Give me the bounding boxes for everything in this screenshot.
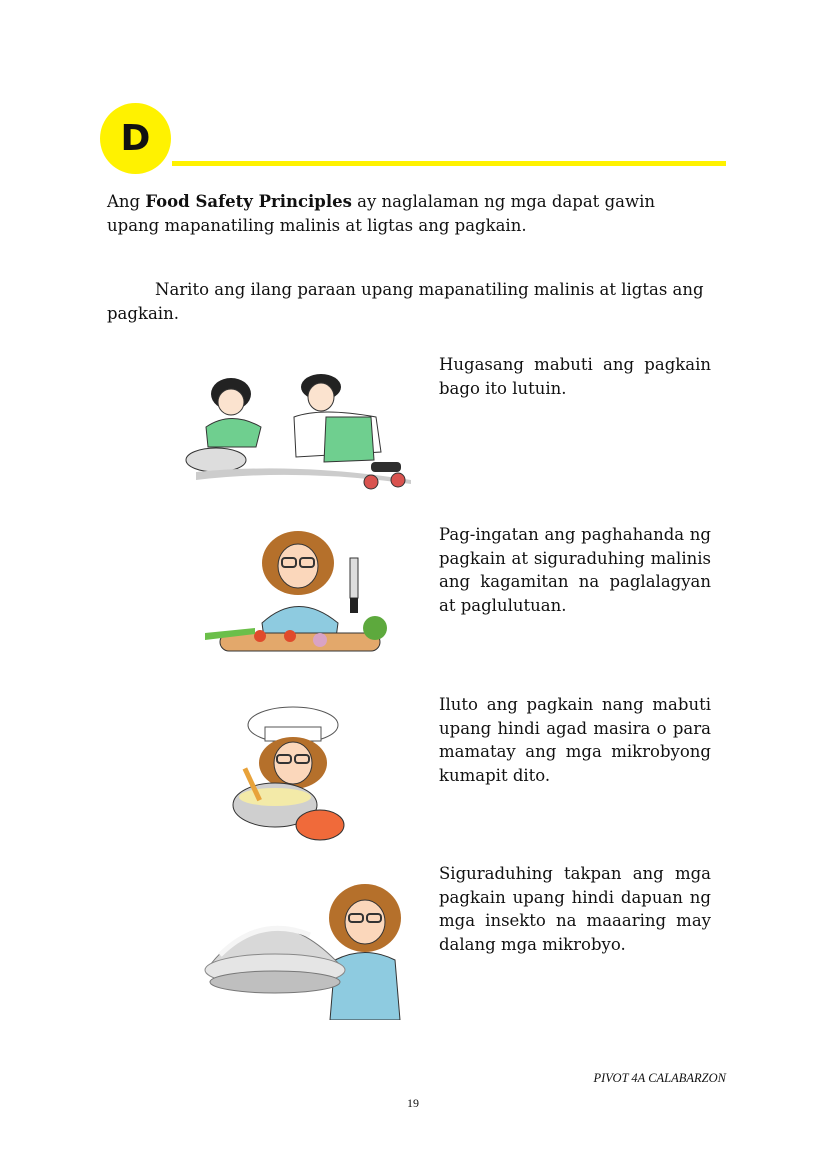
intro-suffix: ay naglalaman ng mga dapat gawin upang mapanatiling malinis at ligtas ang pagkain. bbox=[107, 192, 655, 235]
footer-label: PIVOT 4A CALABARZON bbox=[593, 1071, 726, 1085]
chef-with-knife-illustration bbox=[200, 528, 400, 660]
section-letter: D bbox=[120, 118, 151, 159]
intro-prefix: Ang bbox=[107, 192, 146, 211]
section-badge bbox=[100, 103, 171, 174]
item-3-text: Iluto ang pagkain nang mabuti upang hindi agad masira o para mamatay ang mga mikrobyong kumapit dito. bbox=[439, 695, 711, 785]
covered-dish-illustration bbox=[200, 880, 410, 1020]
section-divider bbox=[172, 161, 726, 166]
intro-bold-term: Food Safety Principles bbox=[145, 192, 352, 211]
lead-paragraph: Narito ang ilang paraan upang mapanatiling malinis at ligtas ang pagkain. bbox=[107, 280, 704, 323]
chef-mixing-bowl-illustration bbox=[215, 705, 365, 843]
item-2-text: Pag-ingatan ang paghahanda ng pagkain at siguraduhing malinis ang kagamitan na paglalagyan at paglulutuan. bbox=[439, 525, 711, 615]
intro-paragraph bbox=[107, 190, 712, 238]
item-1-text: Hugasang mabuti ang pagkain bago ito lutuin. bbox=[439, 355, 711, 398]
washing-food-illustration bbox=[176, 372, 416, 490]
page-number: 19 bbox=[407, 1096, 419, 1110]
item-4-text: Siguraduhing takpan ang mga pagkain upang hindi dapuan ng mga insekto na maaaring may dalang mga mikrobyo. bbox=[439, 864, 711, 954]
